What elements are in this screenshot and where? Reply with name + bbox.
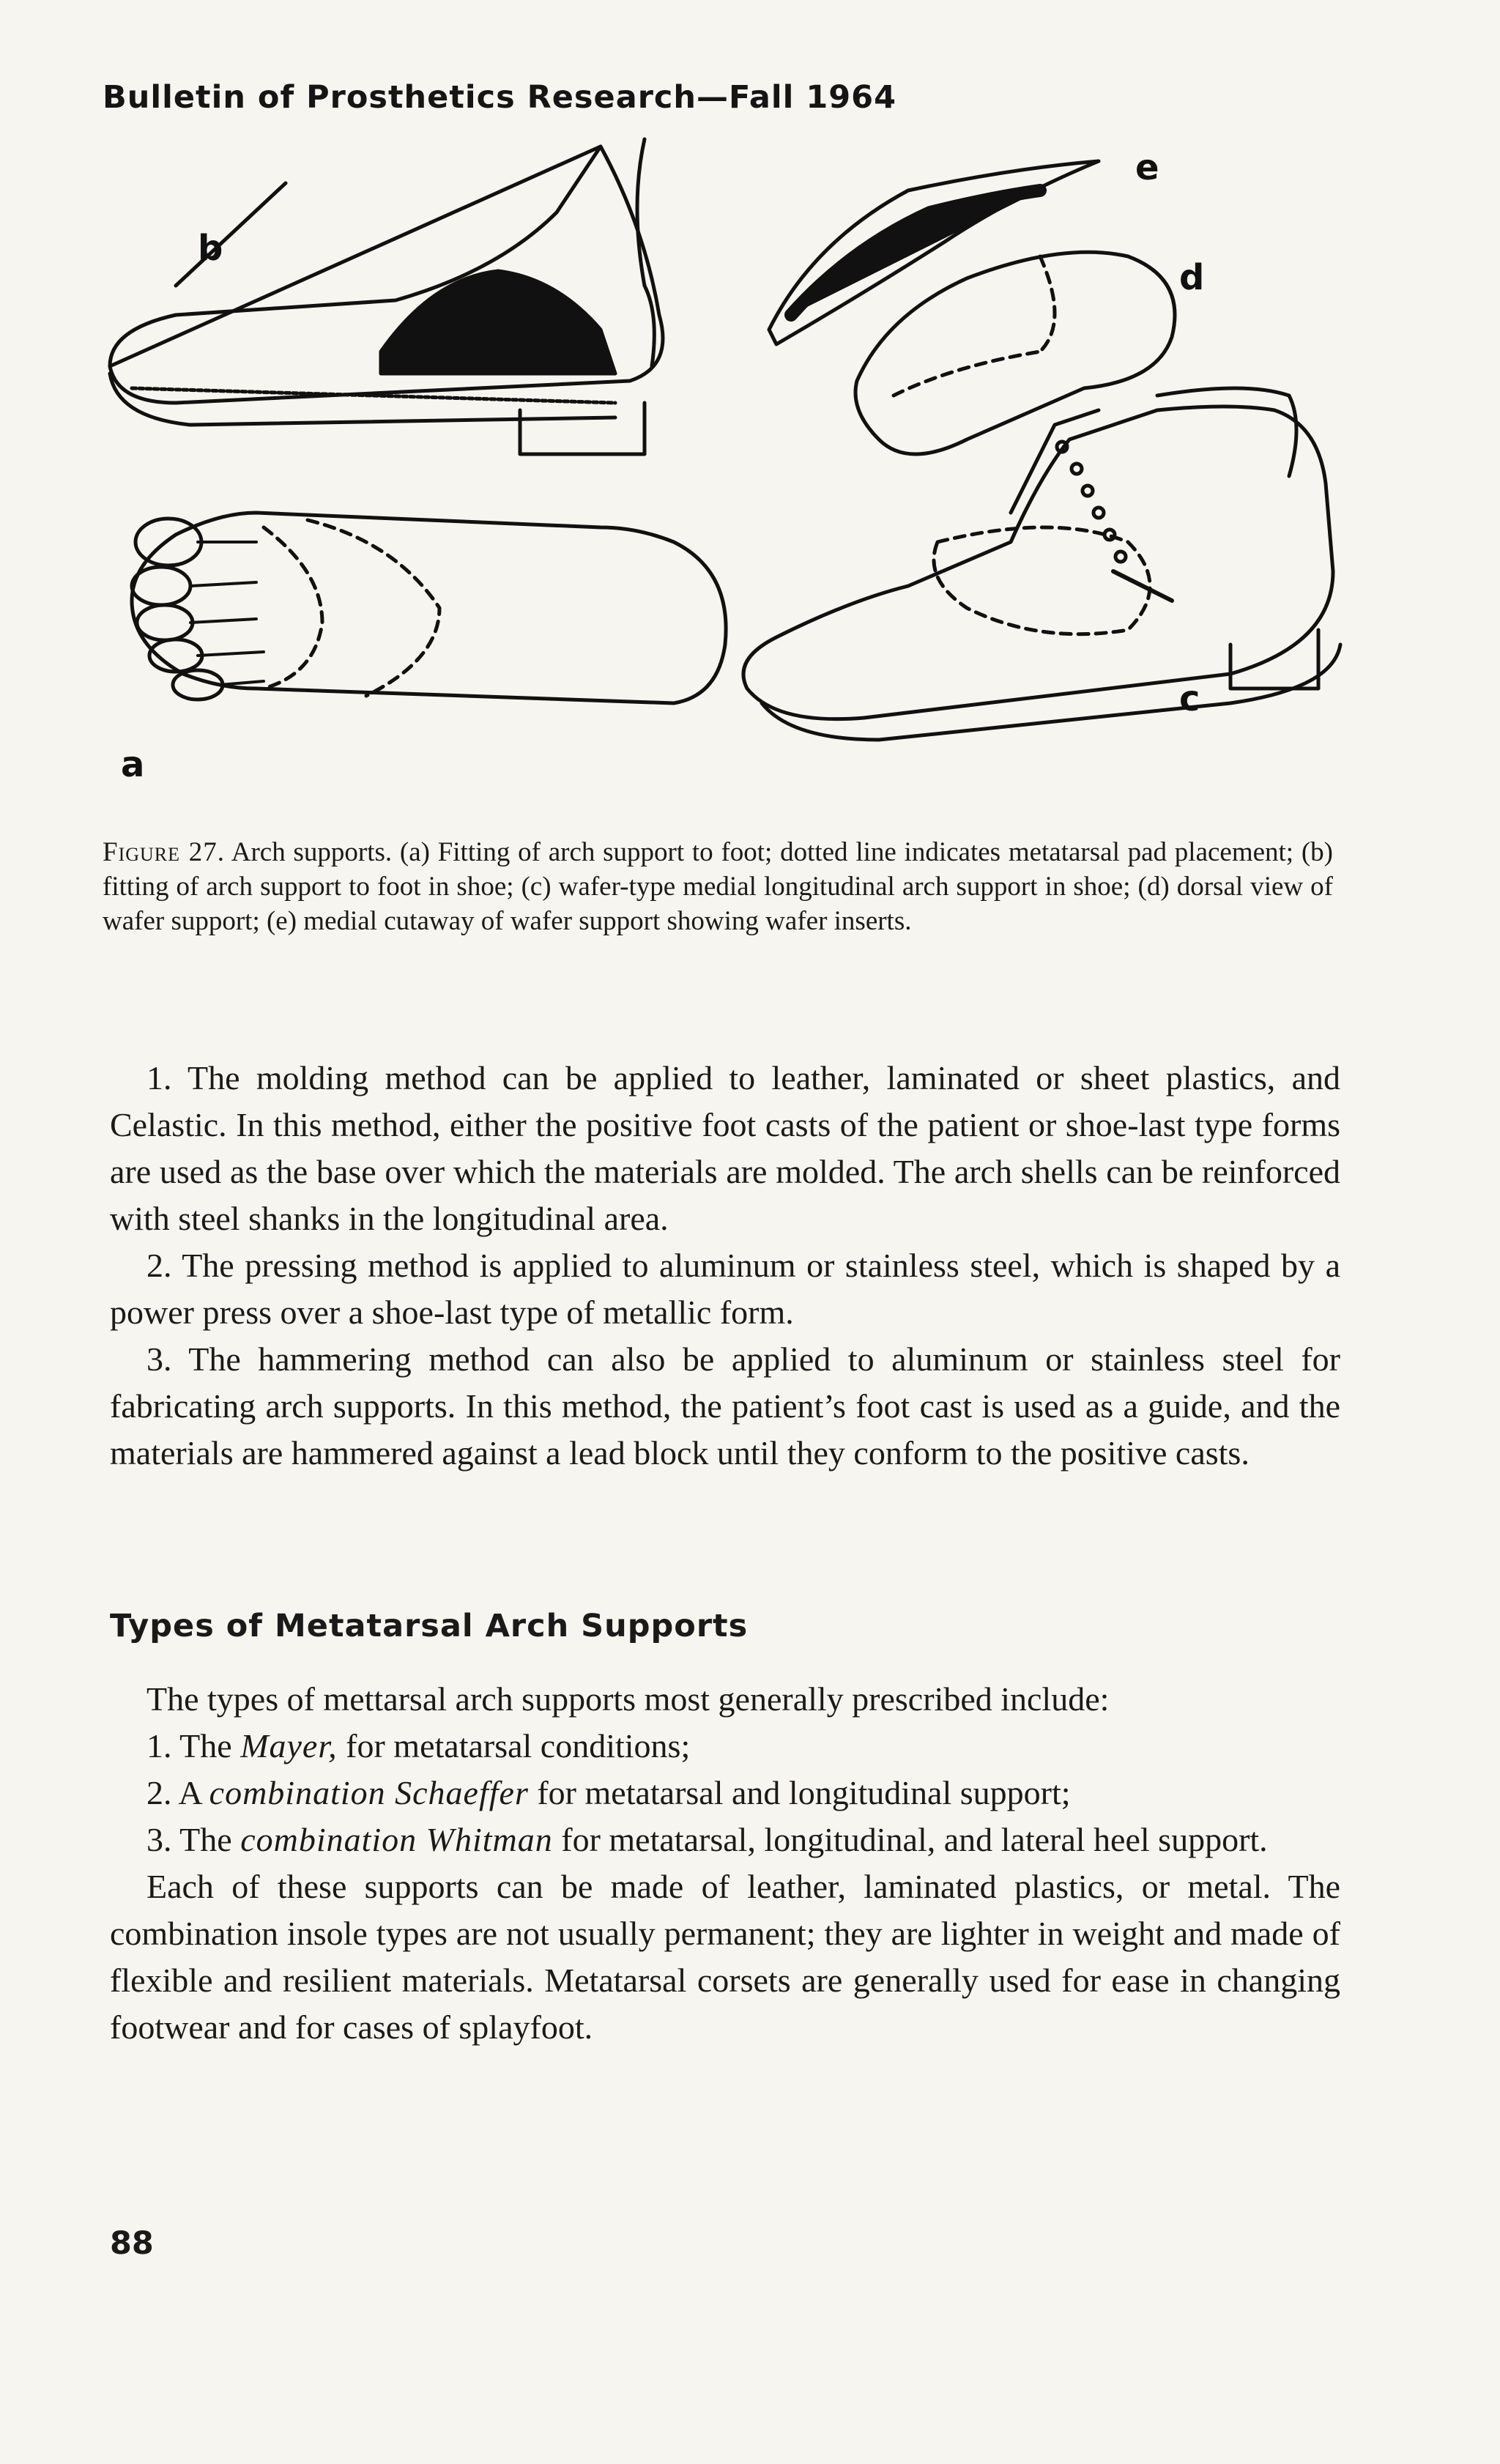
label-d: d (1179, 257, 1205, 298)
label-b: b (198, 228, 223, 269)
type-item-schaeffer: 2. A combination Schaeffer for metatarsal and longitudinal support; (146, 1774, 1071, 1811)
section-heading: Types of Metatarsal Arch Supports (110, 1608, 749, 1644)
paragraph-pressing: 2. The pressing method is applied to aluminum or stainless steel, which is shaped by a power press over a shoe-last type of metallic form. (110, 1247, 1340, 1331)
foot-sole-drawing (132, 513, 726, 703)
figure-caption (103, 835, 1333, 938)
arch-support-illustration (88, 132, 1348, 813)
caption-text: Arch supports. (a) Fitting of arch support to foot; dotted line indicates metatarsal pad placement; (b) fitting of arch support to foot in shoe; (c) wafer-type medial longitudinal arch support in shoe; (d) dorsal view of wafer support; (e) medial cutaway of wafer support showing wafer inserts. (103, 837, 1333, 936)
label-a: a (121, 744, 145, 785)
type-item-whitman: 3. The combination Whitman for metatarsal, longitudinal, and lateral heel support. (146, 1821, 1268, 1858)
wafer-cutaway-drawing (769, 161, 1099, 344)
types-intro: The types of mettarsal arch supports most generally prescribed include: (146, 1680, 1110, 1718)
figure-label: Figure 27. (103, 837, 226, 867)
types-closing: Each of these supports can be made of leather, laminated plastics, or metal. The combination insole types are not usually permanent; they are lighter in weight and made of flexible and resilient materials. Metatarsal corsets are generally used for ease in changing footwear and for cases of splayfoot. (110, 1868, 1340, 2046)
page-number: 88 (110, 2225, 154, 2262)
wafer-support-drawing (855, 252, 1175, 454)
methods-text (110, 1055, 1340, 1477)
foot-in-shoe-drawing (110, 139, 663, 454)
type-item-mayer: 1. The Mayer, for metatarsal conditions; (146, 1727, 691, 1764)
types-text (110, 1676, 1340, 2051)
figure-arch-supports (88, 132, 1348, 813)
running-head: Bulletin of Prosthetics Research—Fall 1964 (103, 79, 897, 116)
paragraph-hammering: 3. The hammering method can also be applied to aluminum or stainless steel for fabricating arch supports. In this method, the patient’s foot cast is used as a guide, and the materials are hammered against a lead block until they conform to the positive casts. (110, 1340, 1340, 1472)
oxford-shoe-drawing (743, 388, 1340, 740)
label-e: e (1135, 147, 1159, 188)
label-c: c (1179, 678, 1200, 719)
paragraph-molding: 1. The molding method can be applied to leather, laminated or sheet plastics, and Celastic. In this method, either the positive foot casts of the patient or shoe-last type forms are used as the base over which the materials are molded. The arch shells can be reinforced with steel shanks in the longitudinal area. (110, 1059, 1340, 1237)
